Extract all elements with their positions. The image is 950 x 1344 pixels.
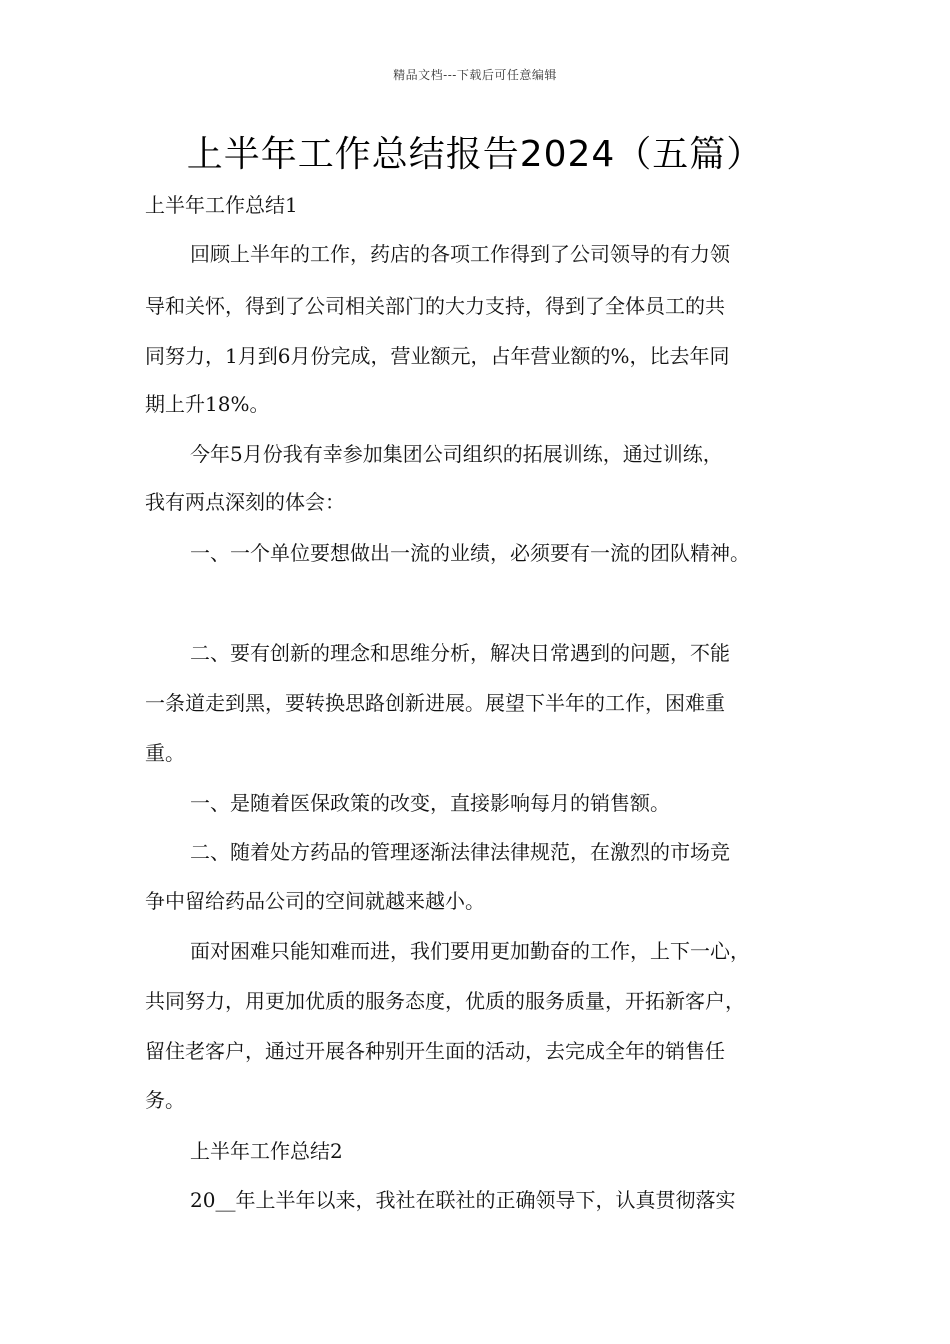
header-note: 精品文档---下载后可任意编辑 <box>393 68 557 82</box>
text-line: 一、一个单位要想做出一流的业绩，必须要有一流的团队精神。 <box>190 541 750 565</box>
text-line: 上半年工作总结2 <box>190 1139 343 1163</box>
text-line: 二、随着处方药品的管理逐渐法律法律规范，在激烈的市场竞 <box>190 840 730 864</box>
text-line: 期上升18%。 <box>145 392 270 416</box>
text-line: 一、是随着医保政策的改变，直接影响每月的销售额。 <box>190 791 670 815</box>
text-line: 上半年工作总结1 <box>145 193 298 217</box>
text-line: 共同努力，用更加优质的服务态度，优质的服务质量，开拓新客户， <box>145 989 745 1013</box>
text-line: 导和关怀，得到了公司相关部门的大力支持，得到了全体员工的共 <box>145 294 725 318</box>
text-line: 争中留给药品公司的空间就越来越小。 <box>145 889 485 913</box>
text-line: 重。 <box>145 741 185 765</box>
text-line: 20__年上半年以来，我社在联社的正确领导下，认真贯彻落实 <box>190 1188 736 1212</box>
text-line: 今年5月份我有幸参加集团公司组织的拓展训练，通过训练， <box>190 442 723 466</box>
text-line: 回顾上半年的工作，药店的各项工作得到了公司领导的有力领 <box>190 242 730 266</box>
text-line: 留住老客户，通过开展各种别开生面的活动，去完成全年的销售任 <box>145 1039 725 1063</box>
text-line: 面对困难只能知难而进，我们要用更加勤奋的工作，上下一心， <box>190 939 750 963</box>
text-line: 二、要有创新的理念和思维分析，解决日常遇到的问题，不能 <box>190 641 730 665</box>
text-line: 务。 <box>145 1088 185 1112</box>
document-title: 上半年工作总结报告2024（五篇） <box>186 134 764 175</box>
text-line: 一条道走到黑，要转换思路创新进展。展望下半年的工作，困难重 <box>145 691 725 715</box>
text-line: 同努力，1月到6月份完成，营业额元，占年营业额的%，比去年同 <box>145 344 730 368</box>
text-line: 我有两点深刻的体会： <box>145 490 345 514</box>
